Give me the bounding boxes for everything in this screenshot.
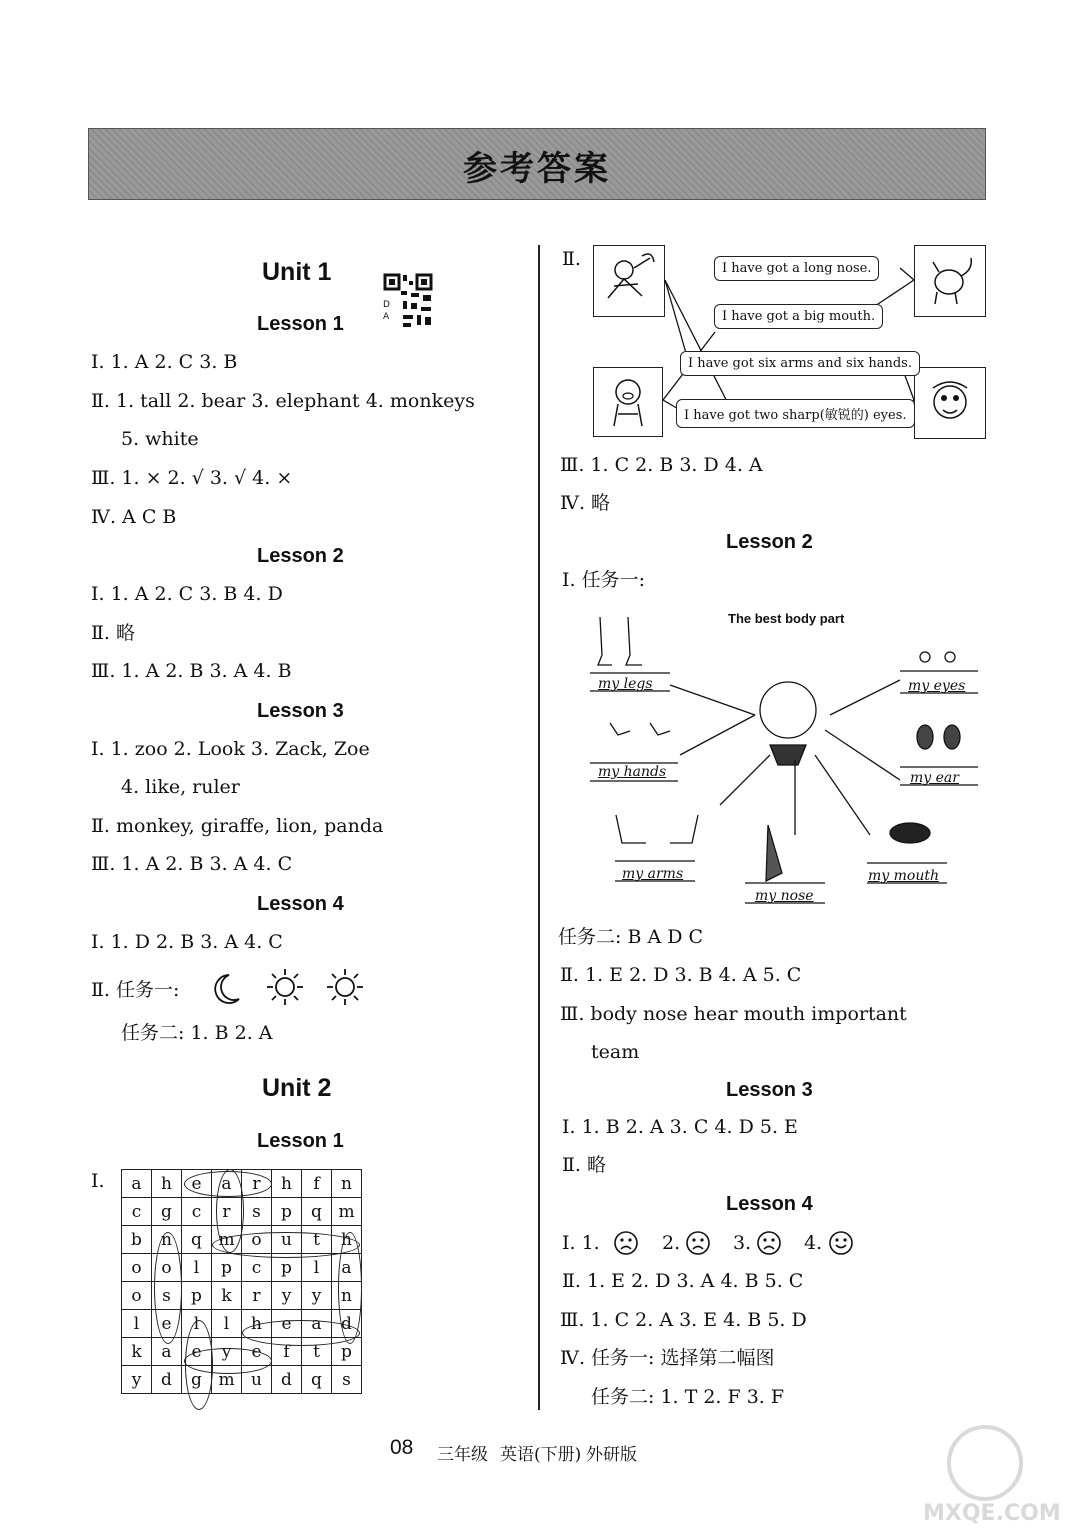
u2-lesson2-heading: Lesson 2 [726,531,813,553]
sun-icon [325,967,365,1007]
grid-cell: e [272,1310,302,1338]
u1-lesson4-heading: Lesson 4 [257,893,344,915]
u1-lesson2-heading: Lesson 2 [257,545,344,567]
grid-cell: m [332,1198,362,1226]
body-part-label: my eyes [908,678,966,694]
grid-cell: r [212,1198,242,1226]
sad-face-icon [685,1230,711,1256]
grid-cell: n [332,1282,362,1310]
grid-cell: d [152,1366,182,1394]
section-marker: Ⅰ. [91,1170,105,1192]
answer-line: Ⅱ. monkey, giraffe, lion, panda [91,815,384,837]
unit-2-heading: Unit 2 [262,1074,332,1102]
grid-cell: m [212,1366,242,1394]
grid-cell: c [242,1254,272,1282]
grid-cell: y [122,1366,152,1394]
answer-line: Ⅲ. 1. C 2. A 3. E 4. B 5. D [560,1309,807,1331]
speech-bubble: I have got two sharp(敏锐的) eyes. [676,399,915,428]
grid-cell: d [332,1310,362,1338]
answer-prefix: Ⅰ. 1. [562,1232,600,1254]
answer-line: 5. white [121,428,199,450]
answer-line: 任务二: 1. B 2. A [121,1022,273,1044]
sad-face-icon [756,1230,782,1256]
poster-title: The best body part [728,611,845,626]
speech-bubble: I have got a long nose. [714,256,879,281]
grid-cell: p [272,1254,302,1282]
moon-icon [205,969,245,1009]
speech-bubble: I have got six arms and six hands. [680,351,920,376]
answer-prefix: 4. [804,1232,823,1254]
grid-cell: h [242,1310,272,1338]
grid-cell: u [272,1226,302,1254]
body-part-label: my nose [755,888,814,904]
body-part-label: my mouth [868,868,939,884]
grid-cell: e [152,1310,182,1338]
body-part-label: my ear [910,770,959,786]
grid-cell: c [182,1198,212,1226]
grid-cell: l [212,1310,242,1338]
sun-icon [265,967,305,1007]
grid-cell: y [302,1282,332,1310]
speech-bubble: I have got a big mouth. [714,304,883,329]
word-circle [242,1320,360,1346]
svg-text:A: A [383,312,390,322]
grid-cell: p [212,1254,242,1282]
grid-cell: o [242,1226,272,1254]
grid-cell: a [122,1170,152,1198]
word-circle [184,1348,272,1374]
footer-grade: 三年级 [437,1445,488,1465]
grid-cell: q [302,1198,332,1226]
watermark-logo [915,1418,1065,1528]
grid-cell: a [302,1310,332,1338]
answer-line: Ⅱ. 1. tall 2. bear 3. elephant 4. monkeys [91,390,475,412]
grid-cell: a [332,1254,362,1282]
word-circle [154,1232,182,1344]
grid-cell: h [332,1226,362,1254]
answer-line: Ⅱ. 略 [91,622,135,644]
answer-line: Ⅳ. 略 [560,492,611,514]
answer-line: 4. like, ruler [121,776,240,798]
page-number: 08 [390,1436,414,1459]
grid-cell: e [242,1338,272,1366]
u2-lesson3-heading: Lesson 3 [726,1079,813,1101]
footer-edition: 外研版 [586,1445,637,1465]
grid-cell: c [122,1198,152,1226]
answer-prefix: 2. [662,1232,681,1254]
grid-cell: f [302,1170,332,1198]
grid-cell: b [122,1226,152,1254]
grid-cell: e [182,1338,212,1366]
answer-line: Ⅲ. body nose hear mouth important [560,1003,907,1025]
qr-code-icon [383,273,435,329]
grid-cell: l [302,1254,332,1282]
u2-lesson1-heading: Lesson 1 [257,1130,344,1152]
grid-cell: r [242,1282,272,1310]
grid-cell: n [152,1226,182,1254]
grid-cell: g [152,1198,182,1226]
svg-text:D: D [383,300,390,310]
answer-line: Ⅱ. 1. E 2. D 3. B 4. A 5. C [560,964,802,986]
answer-line: Ⅲ. 1. × 2. √ 3. √ 4. × [91,467,293,489]
answer-line: Ⅰ. 1. D 2. B 3. A 4. C [91,931,283,953]
grid-cell: a [152,1338,182,1366]
happy-face-icon [828,1230,854,1256]
header-banner [88,128,986,200]
answer-line: Ⅳ. 任务一: 选择第二幅图 [560,1347,775,1369]
grid-cell: s [152,1282,182,1310]
grid-cell: g [182,1366,212,1394]
answer-line: Ⅰ. 1. A 2. C 3. B [91,351,238,373]
grid-cell: p [332,1338,362,1366]
grid-cell: l [182,1254,212,1282]
grid-cell: y [212,1338,242,1366]
answer-line: Ⅲ. 1. A 2. B 3. A 4. B [91,660,292,682]
answer-line: Ⅲ. 1. A 2. B 3. A 4. C [91,853,293,875]
answer-line: 任务二: B A D C [558,926,704,948]
grid-cell: h [272,1170,302,1198]
grid-cell: o [122,1282,152,1310]
u2-lesson4-heading: Lesson 4 [726,1193,813,1215]
answer-line: Ⅲ. 1. C 2. B 3. D 4. A [560,454,763,476]
grid-cell: l [122,1310,152,1338]
grid-cell: a [212,1170,242,1198]
u1-lesson1-heading: Lesson 1 [257,313,344,335]
answer-prefix: 3. [733,1232,752,1254]
footer-subject: 英语(下册) [500,1445,582,1465]
section-marker: Ⅱ. [562,248,581,270]
grid-cell: t [302,1338,332,1366]
grid-cell: p [272,1198,302,1226]
grid-cell: k [212,1282,242,1310]
grid-cell: l [182,1310,212,1338]
answer-line: 任务二: 1. T 2. F 3. F [591,1386,785,1408]
answer-line: Ⅱ. 1. E 2. D 3. A 4. B 5. C [562,1270,804,1292]
grid-cell: e [182,1170,212,1198]
u1-lesson3-heading: Lesson 3 [257,700,344,722]
grid-cell: o [152,1254,182,1282]
grid-cell: p [182,1282,212,1310]
grid-cell: y [272,1282,302,1310]
grid-cell: t [302,1226,332,1254]
column-divider [538,245,540,1410]
grid-cell: k [122,1338,152,1366]
body-part-label: my arms [622,866,684,882]
page-title: 参考答案 [463,149,611,189]
unit-1-heading: Unit 1 [262,258,332,286]
answer-line: Ⅰ. 任务一: [562,569,645,591]
word-circle [212,1232,360,1258]
grid-cell: f [272,1338,302,1366]
body-part-label: my legs [598,676,653,692]
grid-cell: h [152,1170,182,1198]
grid-cell: r [242,1170,272,1198]
grid-cell: q [182,1226,212,1254]
answer-line: team [591,1041,640,1063]
grid-cell: o [122,1254,152,1282]
grid-cell: s [332,1366,362,1394]
grid-cell: u [242,1366,272,1394]
answer-line: Ⅰ. 1. zoo 2. Look 3. Zack, Zoe [91,738,370,760]
grid-cell: d [272,1366,302,1394]
answer-line: Ⅳ. A C B [91,506,177,528]
answer-line: Ⅱ. 略 [562,1154,606,1176]
grid-cell: m [212,1226,242,1254]
grid-cell: s [242,1198,272,1226]
grid-cell: n [332,1170,362,1198]
answer-line: Ⅱ. 任务一: [91,979,180,1001]
sad-face-icon [613,1230,639,1256]
watermark-text: MXQE.COM [923,1501,1061,1526]
grid-cell: q [302,1366,332,1394]
answer-line: Ⅰ. 1. A 2. C 3. B 4. D [91,583,283,605]
answer-line: Ⅰ. 1. B 2. A 3. C 4. D 5. E [562,1116,798,1138]
body-part-label: my hands [598,764,667,780]
